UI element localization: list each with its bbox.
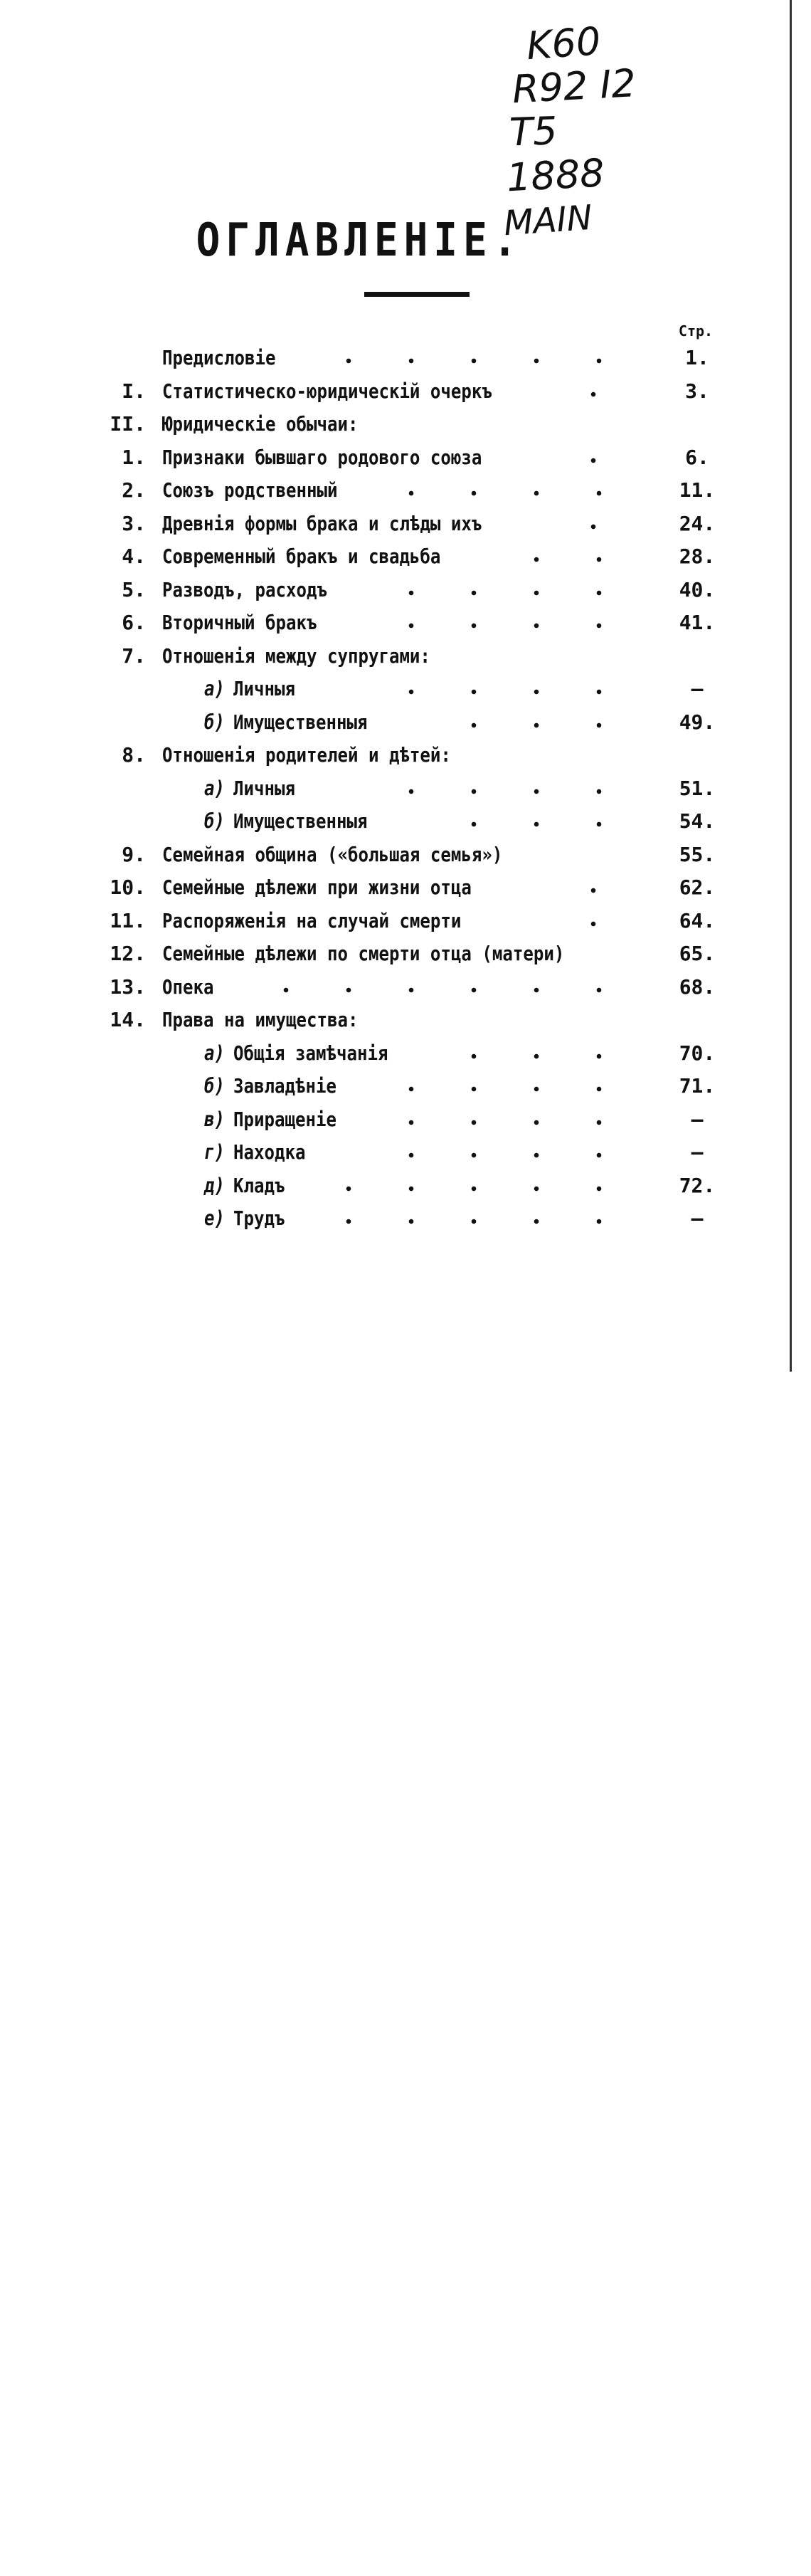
toc-entry-page: 49. [679, 710, 716, 734]
toc-entry [0, 1105, 811, 1134]
toc-entry-page: 11. [679, 478, 716, 502]
toc-entry-number: 13. [110, 975, 146, 999]
dot-leader [562, 443, 640, 472]
toc-entry-page: 62. [679, 876, 716, 899]
toc-entry-text [162, 940, 564, 968]
toc-entry-title: Семейные дѣлежи при жизни отца [162, 876, 472, 899]
page-title: ОГЛАВЛЕНІЕ. [196, 214, 523, 267]
toc-entry-text [162, 642, 430, 671]
dot-leader [442, 807, 640, 836]
toc-entry-number: 4. [122, 545, 146, 568]
toc-entry-text [162, 873, 472, 902]
toc-entry-letter: б) [204, 809, 225, 833]
dot-leader [625, 841, 640, 869]
toc-entry-title: Союзъ родственный [162, 478, 338, 502]
toc-entry-text [204, 708, 368, 737]
toc-entry-page: 1. [685, 346, 709, 369]
toc-entry-title: Трудъ [233, 1206, 285, 1230]
toc-entry-title: Имущественныя [233, 809, 368, 833]
dot-leader [380, 576, 640, 604]
toc-entry-text [162, 510, 482, 538]
toc-entry-page: 24. [679, 512, 716, 535]
toc-entry-text [162, 576, 327, 604]
toc-entry-text [204, 807, 368, 836]
toc-entry [0, 1039, 811, 1068]
toc-entry-page: 71. [679, 1074, 716, 1098]
toc-entry [0, 1172, 811, 1200]
toc-entry-title: Предисловіе [162, 346, 276, 369]
toc-entry-text [162, 609, 317, 637]
dot-leader [255, 973, 640, 1002]
toc-entry [0, 1006, 811, 1034]
toc-entry-number: 10. [110, 876, 146, 899]
toc-entry-title: Признаки бывшаго родового союза [162, 446, 482, 469]
toc-entry-text [204, 1072, 336, 1100]
toc-entry-title: Имущественныя [233, 710, 368, 734]
toc-entry-text [162, 344, 275, 372]
toc-entry-page: 6. [685, 446, 709, 469]
toc-entry-page: 55. [679, 843, 716, 866]
toc-entry [0, 841, 811, 869]
dot-leader [562, 907, 640, 935]
dot-leader [317, 1204, 640, 1233]
dot-leader [442, 708, 640, 737]
toc-entry-title: Личныя [233, 777, 296, 800]
toc-entry [0, 807, 811, 836]
toc-entry-page: — [691, 1140, 704, 1164]
toc-entry-number: 11. [110, 909, 146, 932]
call-number-line: MAIN [502, 197, 594, 244]
toc-entry-text [162, 476, 337, 505]
toc-entry [0, 973, 811, 1002]
dot-leader [317, 344, 640, 372]
dot-leader [380, 774, 640, 803]
toc-entry [0, 542, 811, 571]
toc-entry [0, 609, 811, 637]
dot-leader [380, 675, 640, 703]
toc-entry-text [162, 1006, 358, 1034]
page-column-header: Стр. [678, 322, 714, 340]
toc-entry-page: 3. [685, 379, 709, 403]
toc-entry-letter: б) [204, 710, 225, 734]
toc-entry-title: Завладѣніе [233, 1074, 337, 1098]
toc-entry-text [162, 377, 492, 406]
toc-entry-text [204, 1105, 336, 1134]
toc-entry-text [162, 741, 451, 769]
toc-entry-title: Древнія формы брака и слѣды ихъ [162, 512, 482, 535]
call-number-line: K60 [524, 19, 603, 69]
call-number-line: R92 I2 [511, 61, 637, 112]
toc-entry [0, 675, 811, 703]
toc-entry [0, 476, 811, 505]
toc-entry [0, 1138, 811, 1167]
toc-entry-text [204, 1204, 285, 1233]
toc-entry-title: Права на имущества: [162, 1008, 359, 1031]
toc-entry-page: 54. [679, 809, 716, 833]
dot-leader [380, 609, 640, 637]
toc-entry-letter: г) [204, 1140, 225, 1164]
dot-leader [625, 940, 640, 968]
toc-entry [0, 443, 811, 472]
toc-entry [0, 774, 811, 803]
toc-entry-number: 7. [122, 644, 146, 668]
toc-entry-title: Семейная община («большая семья») [162, 843, 503, 866]
toc-entry-page: — [691, 677, 704, 700]
dot-leader [380, 1105, 640, 1134]
toc-entry-text [204, 675, 295, 703]
toc-entry-page: 65. [679, 942, 716, 965]
dot-leader [562, 377, 640, 406]
dot-leader [505, 542, 640, 571]
toc-entry-number: 3. [122, 512, 146, 535]
toc-entry-letter: а) [204, 1041, 225, 1065]
toc-entry-page: — [691, 1206, 704, 1230]
toc-entry-page: 70. [679, 1041, 716, 1065]
toc-entry-number: I. [122, 379, 146, 403]
dot-leader [380, 1072, 640, 1100]
dot-leader [562, 873, 640, 902]
toc-entry-text [162, 841, 502, 869]
toc-entry-number: 8. [122, 743, 146, 767]
dot-leader [562, 510, 640, 538]
toc-entry-text [204, 774, 295, 803]
toc-entry [0, 576, 811, 604]
toc-entry-text [162, 973, 213, 1002]
toc-entry-title: Отношенія родителей и дѣтей: [162, 743, 451, 767]
toc-entry [0, 1072, 811, 1100]
toc-entry-text [162, 542, 440, 571]
dot-leader [380, 476, 640, 505]
dot-leader [317, 1172, 640, 1200]
toc-entry-number: 12. [110, 942, 146, 965]
toc-entry-title: Личныя [233, 677, 296, 700]
toc-entry-text [162, 443, 482, 472]
toc-entry-letter: а) [204, 777, 225, 800]
toc-entry-number: 14. [110, 1008, 146, 1031]
toc-entry-letter: д) [204, 1174, 225, 1197]
toc-entry-letter: в) [204, 1108, 225, 1131]
toc-entry [0, 708, 811, 737]
toc-entry [0, 410, 811, 438]
toc-entry-title: Разводъ, расходъ [162, 578, 327, 601]
toc-entry-title: Опека [162, 975, 214, 999]
toc-entry-letter: е) [204, 1206, 225, 1230]
toc-entry-number: 9. [122, 843, 146, 866]
toc-entry-text [204, 1172, 285, 1200]
toc-entry-page: 51. [679, 777, 716, 800]
toc-entry-text [204, 1138, 306, 1167]
dot-leader [380, 1138, 640, 1167]
toc-entry-number: 2. [122, 478, 146, 502]
call-number-line: 1888 [505, 150, 606, 201]
toc-entry-page: 41. [679, 611, 716, 634]
dot-leader [442, 1039, 640, 1068]
toc-entry-number: II. [110, 412, 146, 436]
toc-entry-title: Статистическо-юридическій очеркъ [162, 379, 492, 403]
toc-entry [0, 873, 811, 902]
toc-entry-title: Общія замѣчанія [233, 1041, 388, 1065]
toc-entry [0, 741, 811, 769]
call-number-line: T5 [508, 108, 558, 155]
toc-entry-title: Вторичный бракъ [162, 611, 317, 634]
toc-entry-text [162, 410, 358, 438]
toc-entry-title: Приращеніе [233, 1108, 337, 1131]
toc-entry [0, 642, 811, 671]
toc-entry-page: 28. [679, 545, 716, 568]
toc-entry-title: Кладъ [233, 1174, 285, 1197]
toc-entry-page: 64. [679, 909, 716, 932]
toc-entry-text [162, 907, 461, 935]
toc-entry-number: 1. [122, 446, 146, 469]
toc-entry-title: Юридическіе обычаи: [162, 412, 359, 436]
toc-entry-page: — [691, 1108, 704, 1131]
toc-entry-letter: б) [204, 1074, 225, 1098]
toc-entry-number: 5. [122, 578, 146, 601]
toc-entry [0, 940, 811, 968]
toc-entry [0, 344, 811, 372]
toc-entry [0, 510, 811, 538]
toc-entry [0, 1204, 811, 1233]
toc-entry-number: 6. [122, 611, 146, 634]
toc-entry-page: 68. [679, 975, 716, 999]
toc-entry-title: Семейные дѣлежи по смерти отца (матери) [162, 942, 565, 965]
toc-entry-page: 40. [679, 578, 716, 601]
toc-entry-page: 72. [679, 1174, 716, 1197]
toc-entry-title: Распоряженія на случай смерти [162, 909, 462, 932]
toc-entry [0, 377, 811, 406]
toc-entry-title: Находка [233, 1140, 306, 1164]
toc-entry-title: Современный бракъ и свадьба [162, 545, 441, 568]
toc-entry-letter: а) [204, 677, 225, 700]
toc-entry-title: Отношенія между супругами: [162, 644, 430, 668]
toc-entry-text [204, 1039, 388, 1068]
toc-entry [0, 907, 811, 935]
